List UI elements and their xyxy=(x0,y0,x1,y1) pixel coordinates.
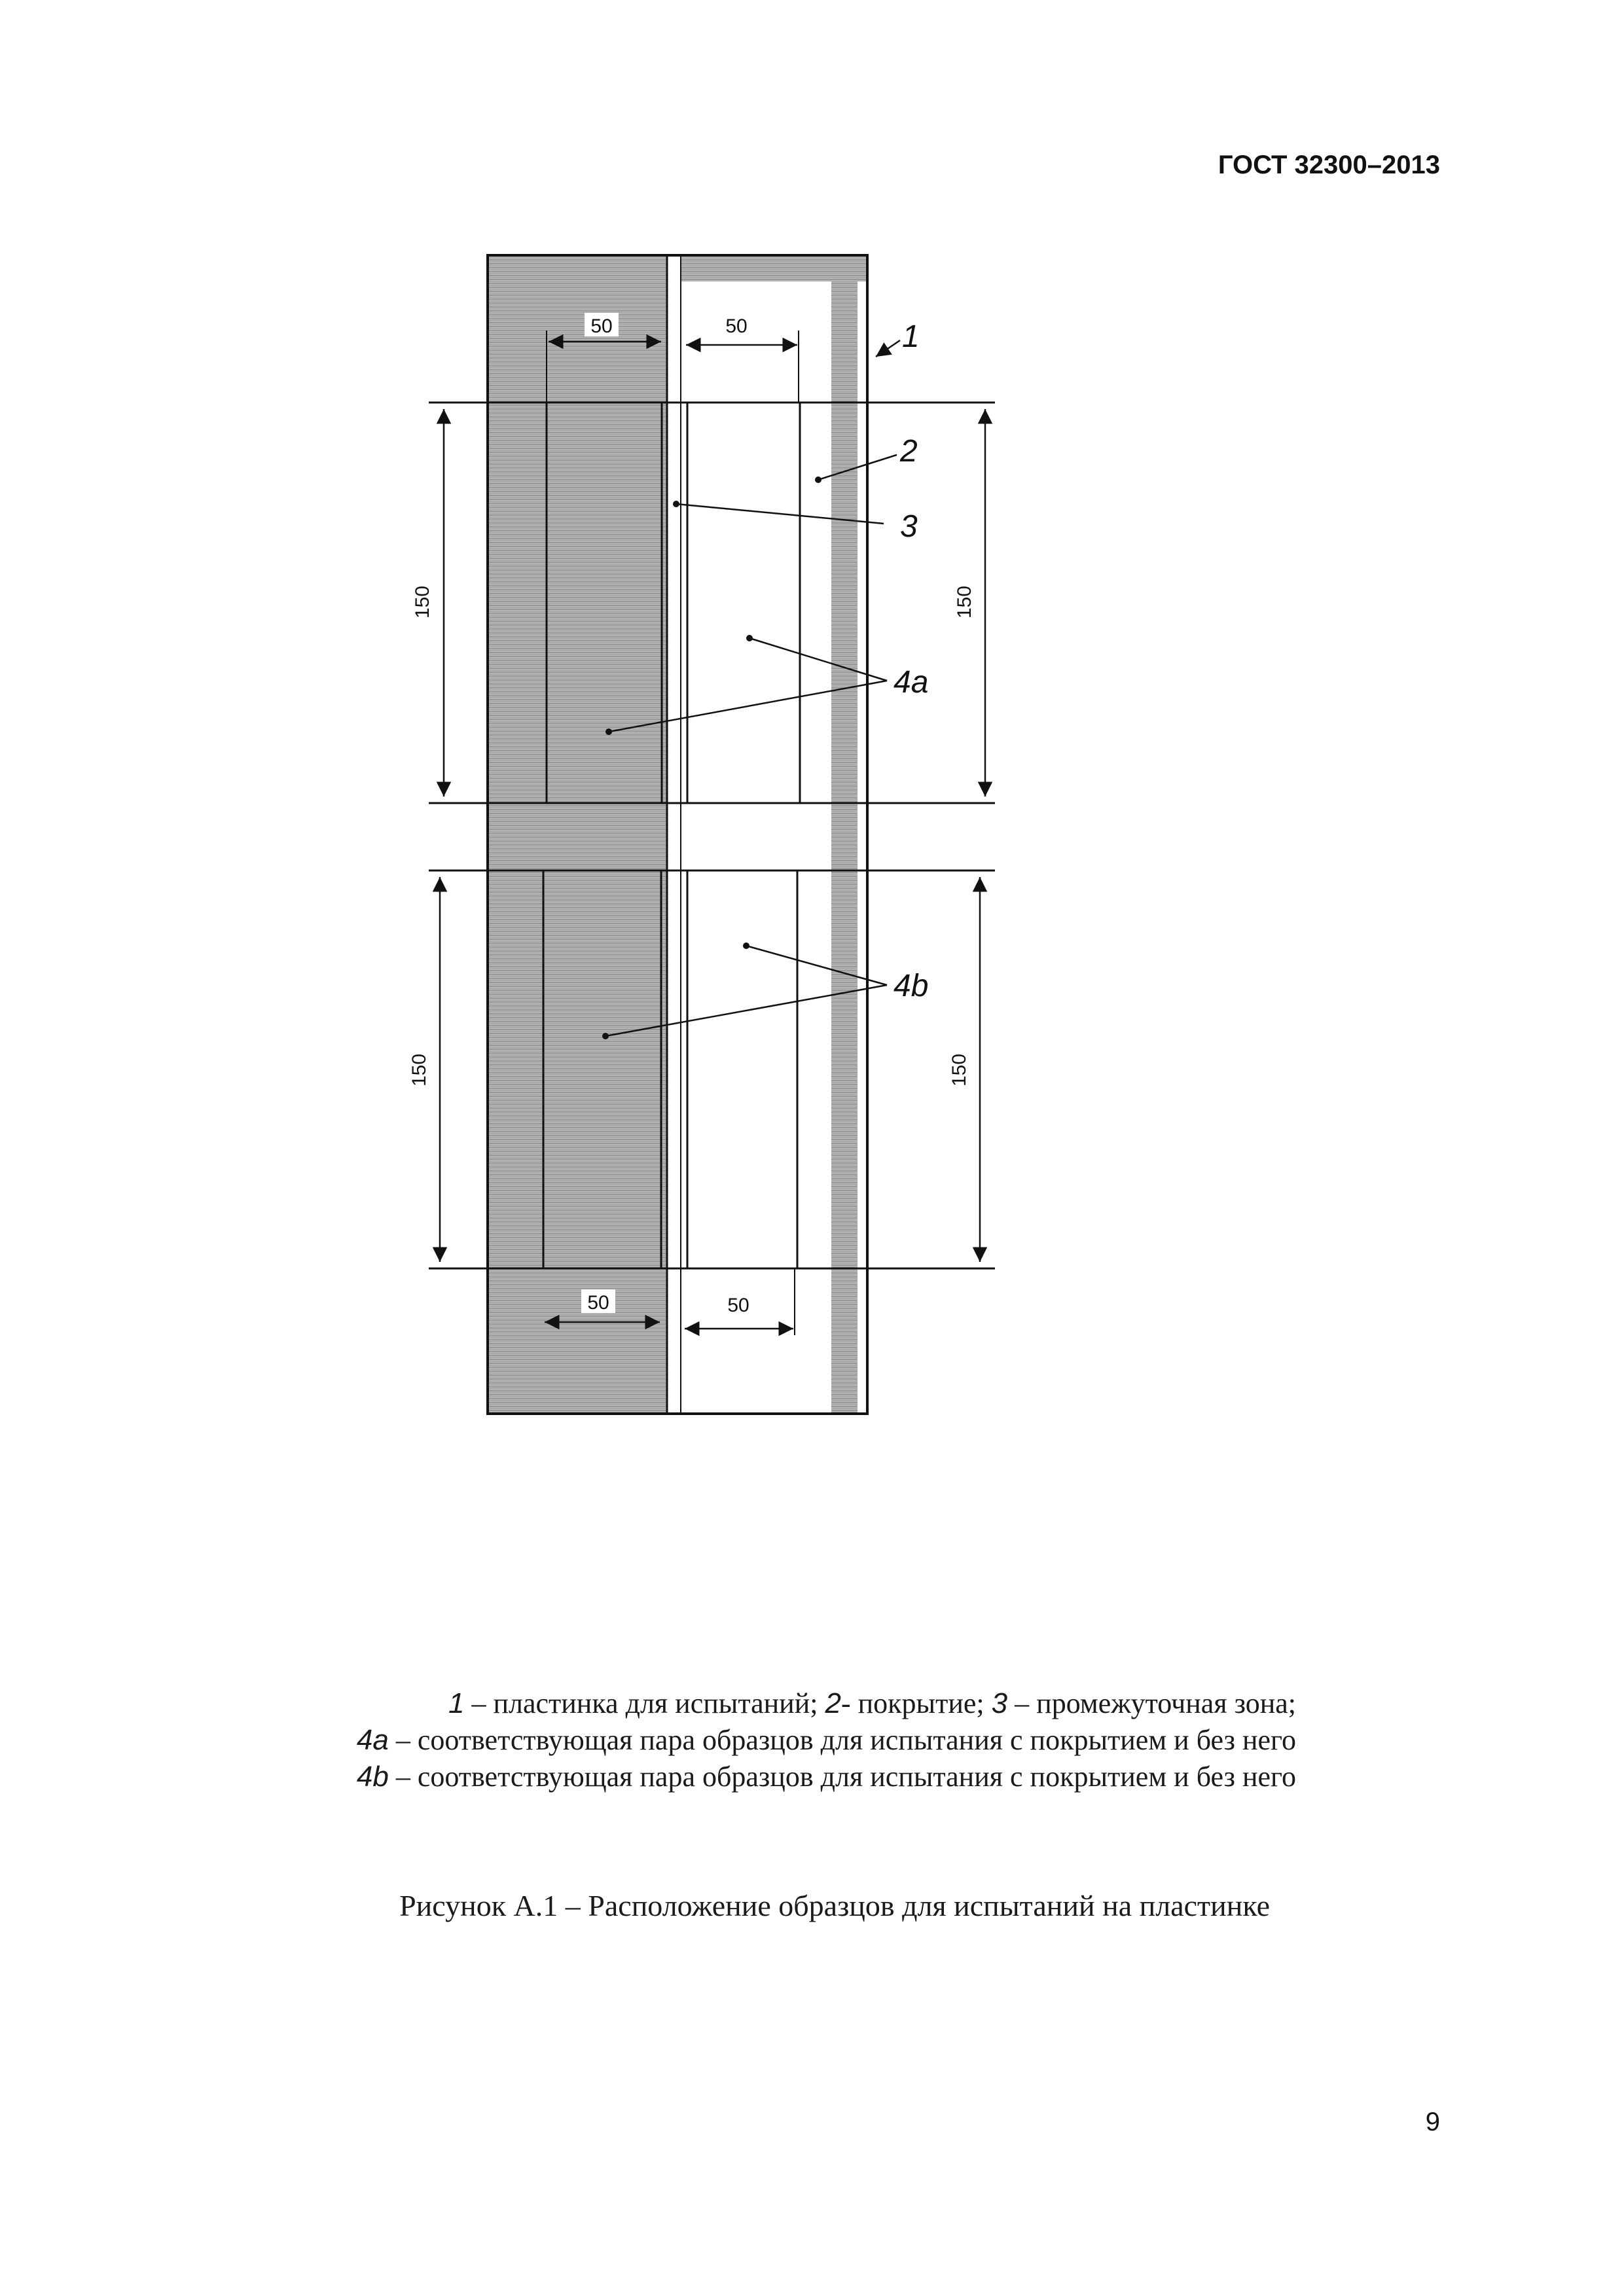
dim-label-upper-left: 150 xyxy=(412,585,433,619)
callout-label-4b: 4b xyxy=(893,969,929,1003)
legend-text: – промежуточная зона; xyxy=(1007,1687,1296,1719)
coating-zone-left xyxy=(489,257,667,1412)
legend-key: 3 xyxy=(991,1687,1008,1719)
dim-label-upper-right: 150 xyxy=(954,585,975,619)
legend-line-3 xyxy=(249,1759,1296,1795)
callout-dot-4b xyxy=(602,1033,609,1039)
legend-line-2 xyxy=(249,1722,1296,1759)
callout-label-4a: 4a xyxy=(893,665,929,700)
page-number: 9 xyxy=(1425,2108,1440,2136)
dim-label-bottom-right: 50 xyxy=(727,1295,749,1316)
callout-dot-2 xyxy=(815,476,821,483)
legend-text: - покрытие; xyxy=(840,1687,992,1719)
dim-label-top-right: 50 xyxy=(725,315,748,337)
dim-label-bottom-left: 50 xyxy=(587,1292,609,1314)
legend-line-1 xyxy=(249,1685,1296,1722)
callout-label-3: 3 xyxy=(900,509,918,544)
figure-caption: Рисунок А.1 – Расположение образцов для испытаний на пластинке xyxy=(399,1889,1270,1922)
legend-text: – соответствующая пара образцов для испытания с покрытием и без него xyxy=(388,1761,1296,1793)
callout-dot-3 xyxy=(673,501,679,507)
dim-label-lower-right: 150 xyxy=(948,1053,970,1087)
legend-key: 4b xyxy=(356,1761,389,1793)
legend-text: – соответствующая пара образцов для испытания с покрытием и без него xyxy=(388,1724,1296,1756)
legend-key: 4a xyxy=(356,1724,389,1756)
coating-top-band xyxy=(681,257,866,281)
callout-line-1 xyxy=(876,340,900,357)
legend-key: 1 xyxy=(448,1687,465,1719)
coating-strip-right xyxy=(831,281,857,1412)
callout-dot-4a xyxy=(746,635,753,641)
figure-legend xyxy=(249,1685,1296,1795)
legend-key: 2 xyxy=(825,1687,841,1719)
standard-number-header: ГОСТ 32300–2013 xyxy=(1218,151,1440,179)
dim-label-lower-left: 150 xyxy=(408,1053,430,1087)
legend-text: – пластинка для испытаний; xyxy=(464,1687,825,1719)
callout-dot-4b xyxy=(743,942,749,949)
callout-dot-4a xyxy=(605,728,612,735)
callout-label-2: 2 xyxy=(900,434,918,469)
dim-label-top-left: 50 xyxy=(590,315,613,337)
callout-label-1: 1 xyxy=(902,319,920,354)
